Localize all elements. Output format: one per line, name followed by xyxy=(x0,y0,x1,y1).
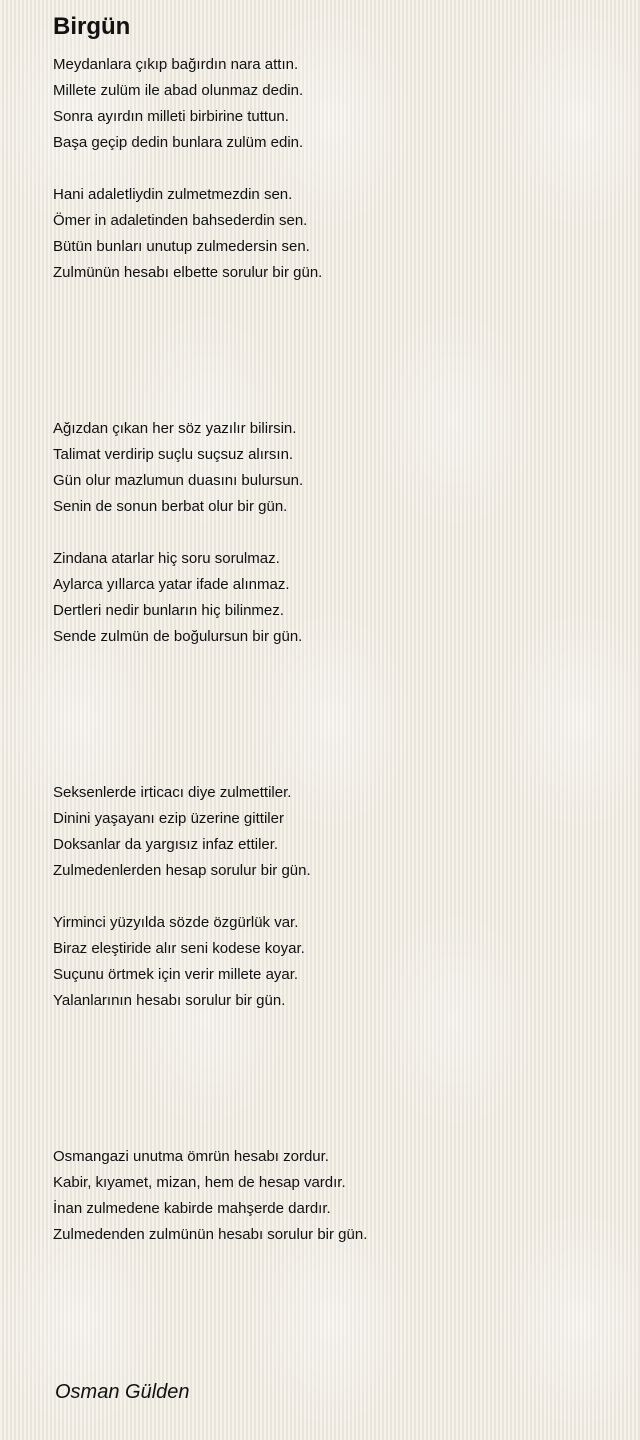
section-gap xyxy=(53,1014,613,1144)
stanza-5 xyxy=(53,780,613,884)
poem-line: Başa geçip dedin bunlara zulüm edin. xyxy=(53,134,304,151)
poem-body xyxy=(53,52,613,1248)
stanza-gap xyxy=(53,520,613,546)
poem-line: Sonra ayırdın milleti birbirine tuttun. xyxy=(53,108,289,125)
poem-line: Dinini yaşayanı ezip üzerine gittiler xyxy=(53,810,284,827)
poem-line: Suçunu örtmek için verir millete ayar. xyxy=(53,966,299,983)
stanza-1 xyxy=(53,52,613,156)
stanza-3 xyxy=(53,416,613,520)
poem-line: Talimat verdirip suçlu suçsuz alırsın. xyxy=(53,446,294,463)
poem-line: Kabir, kıyamet, mizan, hem de hesap vardır. xyxy=(53,1174,346,1191)
poem-line: Bütün bunları unutup zulmedersin sen. xyxy=(53,238,310,255)
poem-line: İnan zulmedene kabirde mahşerde dardır. xyxy=(53,1200,331,1217)
poem-line: Biraz eleştiride alır seni kodese koyar. xyxy=(53,940,305,957)
poem-line: Aylarca yıllarca yatar ifade alınmaz. xyxy=(53,576,290,593)
poem-line: Doksanlar da yargısız infaz ettiler. xyxy=(53,836,279,853)
section-gap xyxy=(53,650,613,780)
poem-line: Yirminci yüzyılda sözde özgürlük var. xyxy=(53,914,299,931)
poem-line: Zindana atarlar hiç soru sorulmaz. xyxy=(53,550,280,567)
section-gap xyxy=(53,286,613,416)
poem-line: Zulmedenlerden hesap sorulur bir gün. xyxy=(53,862,311,879)
poem-line: Osmangazi unutma ömrün hesabı zordur. xyxy=(53,1148,329,1165)
poem-line: Meydanlara çıkıp bağırdın nara attın. xyxy=(53,56,299,73)
stanza-7 xyxy=(53,1144,613,1248)
poem-line: Zulmünün hesabı elbette sorulur bir gün. xyxy=(53,264,323,281)
poem-line: Millete zulüm ile abad olunmaz dedin. xyxy=(53,82,304,99)
poem-line: Dertleri nedir bunların hiç bilinmez. xyxy=(53,602,284,619)
stanza-gap xyxy=(53,884,613,910)
poem-title: Birgün xyxy=(53,13,131,40)
stanza-4 xyxy=(53,546,613,650)
poem-author: Osman Gülden xyxy=(55,1381,190,1403)
stanza-6 xyxy=(53,910,613,1014)
poem-line: Sende zulmün de boğulursun bir gün. xyxy=(53,628,303,645)
stanza-2 xyxy=(53,182,613,286)
stanza-gap xyxy=(53,156,613,182)
poem-line: Ömer in adaletinden bahsederdin sen. xyxy=(53,212,308,229)
poem-line: Senin de sonun berbat olur bir gün. xyxy=(53,498,288,515)
poem-line: Yalanlarının hesabı sorulur bir gün. xyxy=(53,992,286,1009)
poem-line: Gün olur mazlumun duasını bulursun. xyxy=(53,472,304,489)
poem-line: Seksenlerde irticacı diye zulmettiler. xyxy=(53,784,292,801)
poem-line: Hani adaletliydin zulmetmezdin sen. xyxy=(53,186,293,203)
poem-line: Ağızdan çıkan her söz yazılır bilirsin. xyxy=(53,420,297,437)
poem-line: Zulmedenden zulmünün hesabı sorulur bir gün. xyxy=(53,1226,368,1243)
